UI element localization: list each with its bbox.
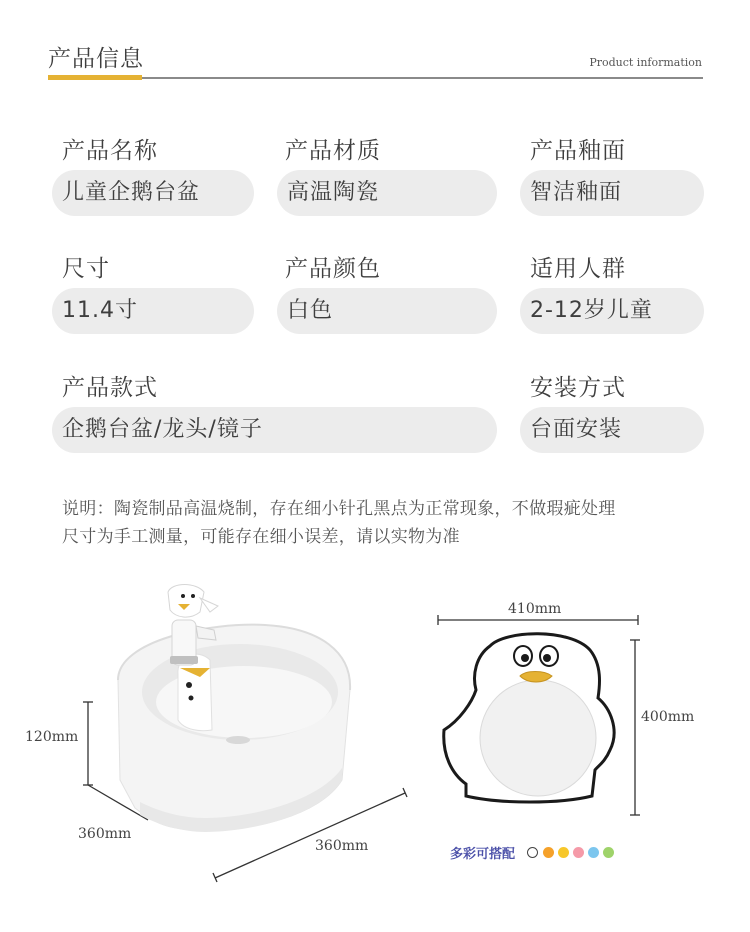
header-accent-bar: [48, 75, 142, 80]
spec-label-audience: 适用人群: [530, 256, 626, 282]
color-swatch-yellow: [558, 847, 569, 858]
spec-value-audience: 2-12岁儿童: [520, 288, 704, 334]
spec-value-install: 台面安装: [520, 407, 704, 453]
section-title: 产品信息: [48, 46, 144, 72]
color-swatch-white: [527, 847, 538, 858]
spec-label-install: 安装方式: [530, 375, 626, 401]
spec-value-style: 企鹅台盆/龙头/镜子: [52, 407, 497, 453]
spec-label-size: 尺寸: [62, 256, 110, 282]
header-divider: [48, 77, 703, 79]
color-swatch-blue: [588, 847, 599, 858]
spec-label-material: 产品材质: [285, 138, 381, 164]
note-line-2: 尺寸为手工测量，可能存在细小误差，请以实物为准: [62, 527, 460, 547]
color-options-label: 多彩可搭配: [450, 847, 516, 862]
spec-label-color: 产品颜色: [285, 256, 381, 282]
spec-value-glaze: 智洁釉面: [520, 170, 704, 216]
spec-label-glaze: 产品釉面: [530, 138, 626, 164]
penguin-mirror-illustration: [430, 590, 680, 820]
basin-depth-label: 360mm: [78, 826, 132, 842]
spec-value-size: 11.4寸: [52, 288, 254, 334]
spec-label-name: 产品名称: [62, 138, 158, 164]
basin-height-label: 120mm: [25, 729, 79, 745]
spec-label-style: 产品款式: [62, 375, 158, 401]
mirror-height-label: 400mm: [641, 709, 695, 725]
basin-width-label: 360mm: [315, 838, 369, 854]
mirror-width-label: 410mm: [508, 601, 562, 617]
spec-value-material: 高温陶瓷: [277, 170, 497, 216]
note-line-1: 说明：陶瓷制品高温烧制，存在细小针孔黑点为正常现象，不做瑕疵处理: [62, 499, 616, 519]
section-subtitle: Product information: [589, 56, 702, 69]
spec-value-color: 白色: [277, 288, 497, 334]
color-swatch-pink: [573, 847, 584, 858]
color-swatch-orange: [543, 847, 554, 858]
color-swatch-green: [603, 847, 614, 858]
spec-value-name: 儿童企鹅台盆: [52, 170, 254, 216]
